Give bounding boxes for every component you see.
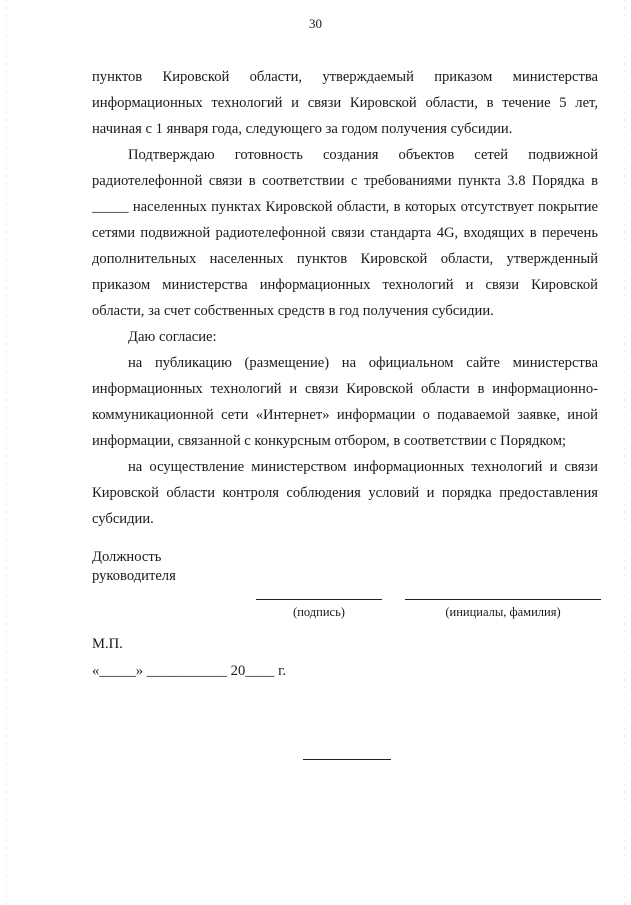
scan-edge-left — [6, 0, 7, 905]
signature-caption: (подпись) — [293, 605, 345, 619]
end-of-document-line — [303, 759, 391, 760]
name-caption: (инициалы, фамилия) — [445, 605, 561, 619]
scan-edge-right — [624, 0, 625, 905]
position-label-line2: руководителя — [92, 568, 176, 584]
paragraph-readiness-confirmation: Подтверждаю готовность создания объектов сетей подвижной радиотелефонной связи в соответствии с требованиями пункта 3.8 Порядка в _____ населенных пунктах Кировской области, в которых отсутствует покрытие сетями подвижной радиотелефонной связи стандарта 4G, входящих в перечень дополнительных населенных пунктов Кировской области, утвержденный приказом министерства информационных технологий и связи Кировской области, за счет собственных средств в год получения субсидии. — [92, 147, 598, 319]
paragraph-control-consent: на осуществление министерством информационных технологий и связи Кировской области контроля соблюдения условий и порядка предоставления субсидии. — [92, 459, 598, 527]
page-number: 30 — [309, 16, 322, 31]
position-label — [92, 548, 176, 586]
stamp-label: М.П. — [92, 636, 123, 652]
paragraph-consent-heading: Даю согласие: — [128, 329, 217, 345]
paragraph-publication-consent: на публикацию (размещение) на официальном сайте министерства информационных технологий и связи Кировской области в информационно-коммуникационной сети «Интернет» информации о подаваемой заявке, иной информации, связанной с конкурсным отбором, в соответствии с Порядком; — [92, 355, 598, 449]
name-line — [405, 599, 601, 600]
position-label-line1: Должность — [92, 549, 162, 565]
date-line: «_____» ___________ 20____ г. — [92, 663, 287, 679]
document-body — [92, 64, 598, 532]
paragraph-coverage-obligation: пунктов Кировской области, утверждаемый приказом министерства информационных технологий и связи Кировской области, в течение 5 лет, начиная с 1 января года, следующего за годом получения субсидии. — [92, 69, 598, 137]
signature-line — [256, 599, 382, 600]
